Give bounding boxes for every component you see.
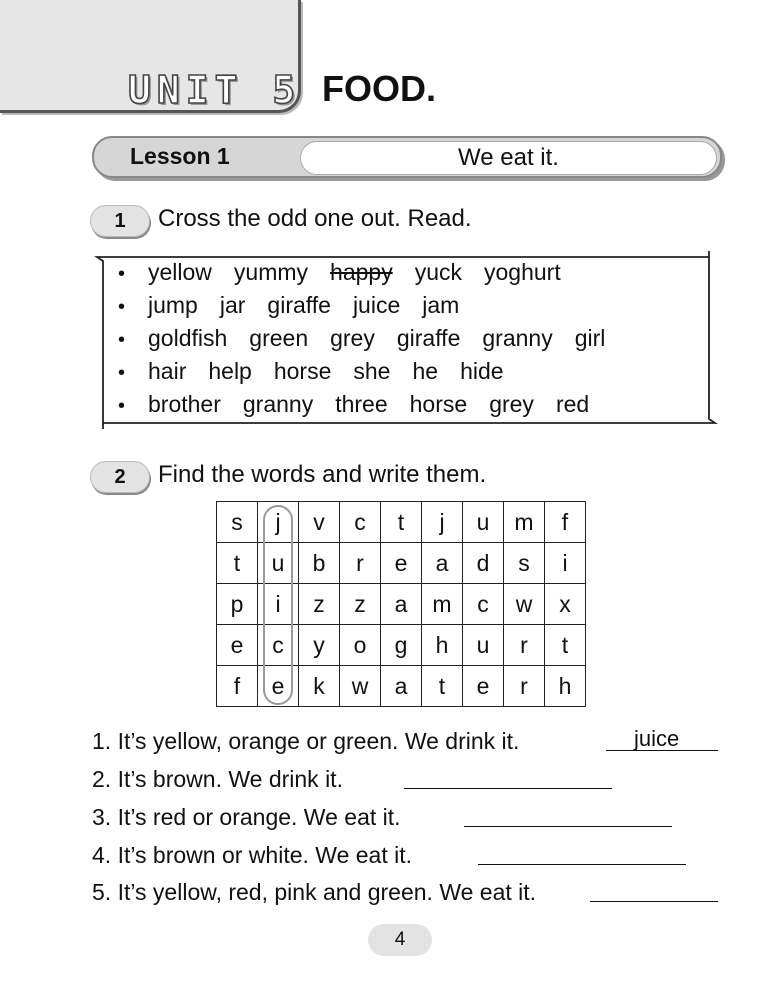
- word: yuck: [414, 259, 463, 285]
- word: three: [335, 391, 388, 417]
- grid-cell: t: [545, 625, 586, 666]
- crossed-word: happy: [330, 259, 393, 285]
- grid-cell: z: [340, 584, 381, 625]
- grid-cell: e: [463, 666, 504, 707]
- unit-title: FOOD.: [322, 68, 436, 109]
- answer-blank[interactable]: [404, 788, 612, 789]
- question-text: 3. It’s red or orange. We eat it.: [92, 804, 401, 830]
- question-text: 2. It’s brown. We drink it.: [92, 766, 343, 792]
- grid-cell: k: [299, 666, 340, 707]
- grid-cell: e: [381, 543, 422, 584]
- word: jar: [219, 292, 246, 318]
- grid-cell: a: [381, 584, 422, 625]
- word: he: [412, 358, 439, 384]
- exercise-2-instruction: Find the words and write them.: [158, 461, 487, 488]
- bullet: •: [118, 362, 126, 384]
- grid-cell: f: [545, 502, 586, 543]
- word: jam: [422, 292, 460, 318]
- word-row: [118, 289, 627, 322]
- grid-cell: u: [463, 502, 504, 543]
- word: brother: [148, 391, 221, 417]
- found-word-circle: [263, 505, 293, 705]
- word: hair: [148, 358, 187, 384]
- word: yummy: [233, 259, 309, 285]
- word: goldfish: [148, 325, 228, 351]
- grid-cell: i: [545, 543, 586, 584]
- word: granny: [242, 391, 314, 417]
- word: yellow: [148, 259, 212, 285]
- word: girl: [574, 325, 606, 351]
- word-row: [118, 388, 627, 421]
- exercise-1-number: 1: [90, 205, 150, 237]
- grid-cell: s: [504, 543, 545, 584]
- grid-cell: x: [545, 584, 586, 625]
- word-row: [118, 256, 627, 289]
- word: giraffe: [267, 292, 331, 318]
- word: juice: [352, 292, 401, 318]
- grid-cell: m: [504, 502, 545, 543]
- word: she: [353, 358, 391, 384]
- bullet: •: [118, 296, 126, 318]
- grid-cell: c: [258, 625, 299, 666]
- grid-cell: f: [217, 666, 258, 707]
- word: grey: [330, 325, 375, 351]
- grid-cell: w: [340, 666, 381, 707]
- answer-blank[interactable]: [590, 901, 718, 902]
- grid-cell: c: [340, 502, 381, 543]
- grid-cell: t: [381, 502, 422, 543]
- grid-cell: i: [258, 584, 299, 625]
- answer-blank[interactable]: [464, 826, 672, 827]
- grid-cell: t: [217, 543, 258, 584]
- bullet: •: [118, 329, 126, 351]
- word: jump: [148, 292, 198, 318]
- question-text: 4. It’s brown or white. We eat it.: [92, 842, 413, 868]
- grid-cell: y: [299, 625, 340, 666]
- word-row: [118, 322, 627, 355]
- grid-cell: r: [504, 666, 545, 707]
- grid-cell: a: [381, 666, 422, 707]
- word: grey: [489, 391, 534, 417]
- word: green: [249, 325, 309, 351]
- grid-cell: e: [217, 625, 258, 666]
- grid-cell: d: [463, 543, 504, 584]
- grid-cell: u: [463, 625, 504, 666]
- exercise-2-number: 2: [90, 461, 150, 493]
- answer-blank[interactable]: [478, 864, 686, 865]
- word: red: [555, 391, 590, 417]
- answer-text: juice: [634, 726, 680, 751]
- grid-cell: j: [258, 502, 299, 543]
- word: hide: [460, 358, 504, 384]
- grid-cell: o: [340, 625, 381, 666]
- word: horse: [273, 358, 332, 384]
- grid-cell: b: [299, 543, 340, 584]
- grid-cell: h: [545, 666, 586, 707]
- page-number: 4: [368, 924, 432, 956]
- grid-cell: w: [504, 584, 545, 625]
- grid-cell: u: [258, 543, 299, 584]
- question-text: 1. It’s yellow, orange or green. We drink it.: [92, 728, 520, 754]
- unit-label: UNIT 5: [128, 68, 302, 112]
- lesson-label: Lesson 1: [130, 143, 230, 169]
- grid-cell: e: [258, 666, 299, 707]
- grid-cell: v: [299, 502, 340, 543]
- question-text: 5. It’s yellow, red, pink and green. We eat it.: [92, 879, 537, 905]
- grid-cell: z: [299, 584, 340, 625]
- grid-cell: t: [422, 666, 463, 707]
- bullet: •: [118, 395, 126, 417]
- grid-cell: s: [217, 502, 258, 543]
- grid-cell: r: [340, 543, 381, 584]
- word: yoghurt: [484, 259, 561, 285]
- grid-cell: j: [422, 502, 463, 543]
- grid-cell: c: [463, 584, 504, 625]
- word: help: [208, 358, 252, 384]
- grid-cell: h: [422, 625, 463, 666]
- grid-cell: r: [504, 625, 545, 666]
- word-row: [118, 355, 627, 388]
- word: horse: [409, 391, 468, 417]
- word: giraffe: [396, 325, 461, 351]
- grid-cell: g: [381, 625, 422, 666]
- grid-cell: a: [422, 543, 463, 584]
- lesson-title: We eat it.: [300, 141, 717, 175]
- word-list: [118, 256, 627, 421]
- word: granny: [482, 325, 553, 351]
- grid-cell: p: [217, 584, 258, 625]
- bullet: •: [118, 263, 126, 285]
- lesson-bar: [92, 136, 722, 178]
- exercise-1-instruction: Cross the odd one out. Read.: [158, 205, 472, 232]
- grid-cell: m: [422, 584, 463, 625]
